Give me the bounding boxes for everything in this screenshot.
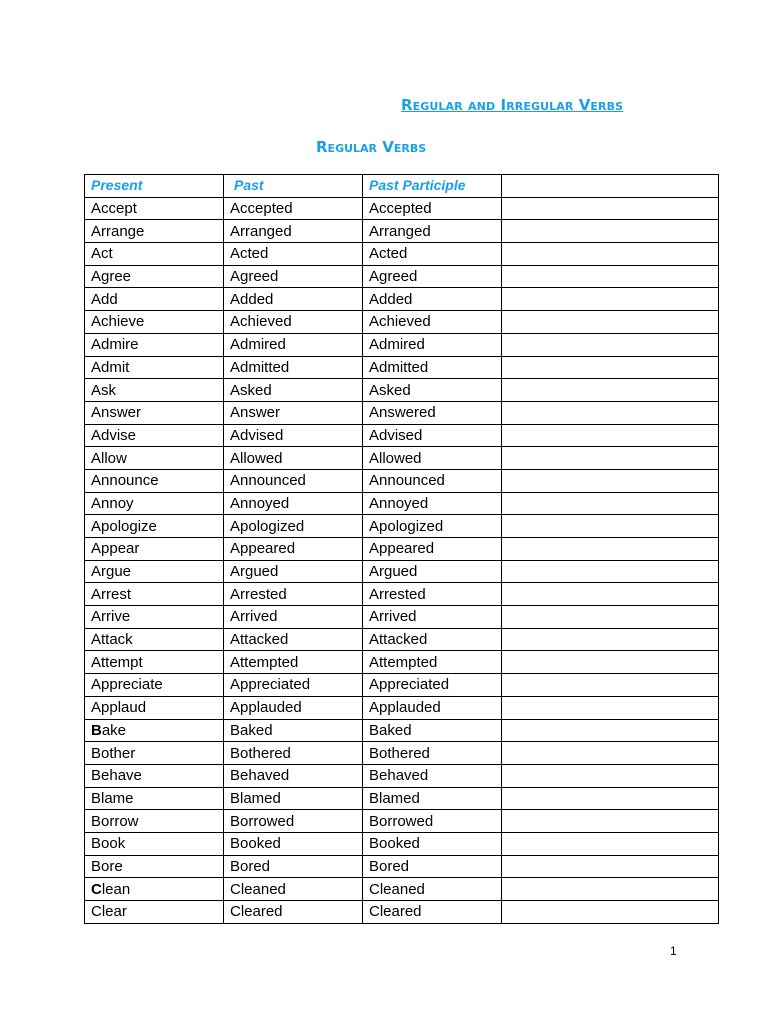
present-cell: Allow bbox=[85, 447, 224, 470]
table-row bbox=[85, 651, 719, 674]
table-row bbox=[85, 901, 719, 924]
past-cell: Arranged bbox=[224, 220, 363, 243]
table-row bbox=[85, 855, 719, 878]
header-past: Past bbox=[224, 175, 363, 198]
present-cell: Book bbox=[85, 832, 224, 855]
past-cell: Appeared bbox=[224, 538, 363, 561]
past-cell: Answer bbox=[224, 401, 363, 424]
notes-cell bbox=[502, 832, 719, 855]
notes-cell bbox=[502, 515, 719, 538]
present-cell bbox=[85, 719, 224, 742]
past-participle-cell: Appeared bbox=[363, 538, 502, 561]
table-row bbox=[85, 288, 719, 311]
notes-cell bbox=[502, 447, 719, 470]
present-cell: Agree bbox=[85, 265, 224, 288]
past-cell: Cleaned bbox=[224, 878, 363, 901]
header-empty bbox=[502, 175, 719, 198]
present-cell: Appreciate bbox=[85, 674, 224, 697]
notes-cell bbox=[502, 265, 719, 288]
notes-cell bbox=[502, 651, 719, 674]
notes-cell bbox=[502, 288, 719, 311]
past-participle-cell: Baked bbox=[363, 719, 502, 742]
notes-cell bbox=[502, 583, 719, 606]
past-participle-cell: Added bbox=[363, 288, 502, 311]
past-cell: Advised bbox=[224, 424, 363, 447]
present-cell: Apologize bbox=[85, 515, 224, 538]
word-rest: lean bbox=[101, 880, 131, 898]
table-row bbox=[85, 401, 719, 424]
table-row bbox=[85, 424, 719, 447]
past-participle-cell: Applauded bbox=[363, 696, 502, 719]
present-cell: Advise bbox=[85, 424, 224, 447]
past-participle-cell: Asked bbox=[363, 379, 502, 402]
past-participle-cell: Accepted bbox=[363, 197, 502, 220]
notes-cell bbox=[502, 901, 719, 924]
past-participle-cell: Attempted bbox=[363, 651, 502, 674]
table-row bbox=[85, 265, 719, 288]
notes-cell bbox=[502, 742, 719, 765]
table-row bbox=[85, 742, 719, 765]
notes-cell bbox=[502, 606, 719, 629]
past-cell: Bored bbox=[224, 855, 363, 878]
present-cell: Arrive bbox=[85, 606, 224, 629]
past-cell: Appreciated bbox=[224, 674, 363, 697]
past-cell: Attempted bbox=[224, 651, 363, 674]
table-row bbox=[85, 447, 719, 470]
notes-cell bbox=[502, 878, 719, 901]
past-cell: Cleared bbox=[224, 901, 363, 924]
past-participle-cell: Announced bbox=[363, 469, 502, 492]
past-cell: Attacked bbox=[224, 628, 363, 651]
notes-cell bbox=[502, 379, 719, 402]
table-header-row bbox=[85, 175, 719, 198]
present-cell: Arrange bbox=[85, 220, 224, 243]
past-participle-cell: Answered bbox=[363, 401, 502, 424]
past-participle-cell: Bored bbox=[363, 855, 502, 878]
past-cell: Blamed bbox=[224, 787, 363, 810]
past-participle-cell: Admired bbox=[363, 333, 502, 356]
notes-cell bbox=[502, 197, 719, 220]
table-row bbox=[85, 333, 719, 356]
notes-cell bbox=[502, 764, 719, 787]
present-cell: Ask bbox=[85, 379, 224, 402]
present-cell: Borrow bbox=[85, 810, 224, 833]
bold-initial: C bbox=[91, 880, 102, 898]
present-cell: Attempt bbox=[85, 651, 224, 674]
table-body bbox=[85, 197, 719, 923]
past-participle-cell: Argued bbox=[363, 560, 502, 583]
notes-cell bbox=[502, 220, 719, 243]
notes-cell bbox=[502, 696, 719, 719]
present-cell: Behave bbox=[85, 764, 224, 787]
past-participle-cell: Annoyed bbox=[363, 492, 502, 515]
past-participle-cell: Advised bbox=[363, 424, 502, 447]
notes-cell bbox=[502, 538, 719, 561]
table-row bbox=[85, 878, 719, 901]
present-cell: Blame bbox=[85, 787, 224, 810]
past-participle-cell: Apologized bbox=[363, 515, 502, 538]
past-cell: Borrowed bbox=[224, 810, 363, 833]
notes-cell bbox=[502, 492, 719, 515]
table-row bbox=[85, 538, 719, 561]
past-cell: Arrived bbox=[224, 606, 363, 629]
table-row bbox=[85, 356, 719, 379]
notes-cell bbox=[502, 560, 719, 583]
past-cell: Apologized bbox=[224, 515, 363, 538]
past-participle-cell: Cleared bbox=[363, 901, 502, 924]
past-participle-cell: Bothered bbox=[363, 742, 502, 765]
table-row bbox=[85, 832, 719, 855]
present-cell: Argue bbox=[85, 560, 224, 583]
table-row bbox=[85, 379, 719, 402]
notes-cell bbox=[502, 401, 719, 424]
notes-cell bbox=[502, 810, 719, 833]
header-past-participle: Past Participle bbox=[363, 175, 502, 198]
past-participle-cell: Arrested bbox=[363, 583, 502, 606]
word-rest: ake bbox=[101, 721, 127, 739]
table-row bbox=[85, 606, 719, 629]
past-cell: Announced bbox=[224, 469, 363, 492]
past-cell: Annoyed bbox=[224, 492, 363, 515]
notes-cell bbox=[502, 243, 719, 266]
table-row bbox=[85, 583, 719, 606]
past-cell: Asked bbox=[224, 379, 363, 402]
table-row bbox=[85, 810, 719, 833]
notes-cell bbox=[502, 674, 719, 697]
table-row bbox=[85, 764, 719, 787]
table-row bbox=[85, 560, 719, 583]
past-participle-cell: Allowed bbox=[363, 447, 502, 470]
document-title: Regular and Irregular Verbs bbox=[401, 96, 624, 114]
notes-cell bbox=[502, 311, 719, 334]
past-cell: Booked bbox=[224, 832, 363, 855]
table-row bbox=[85, 311, 719, 334]
notes-cell bbox=[502, 628, 719, 651]
present-cell: Bother bbox=[85, 742, 224, 765]
past-participle-cell: Attacked bbox=[363, 628, 502, 651]
present-cell: Attack bbox=[85, 628, 224, 651]
past-participle-cell: Arrived bbox=[363, 606, 502, 629]
present-cell: Arrest bbox=[85, 583, 224, 606]
notes-cell bbox=[502, 855, 719, 878]
notes-cell bbox=[502, 787, 719, 810]
present-cell: Annoy bbox=[85, 492, 224, 515]
past-cell: Bothered bbox=[224, 742, 363, 765]
past-cell: Argued bbox=[224, 560, 363, 583]
past-participle-cell: Borrowed bbox=[363, 810, 502, 833]
present-cell: Admire bbox=[85, 333, 224, 356]
present-cell: Act bbox=[85, 243, 224, 266]
past-participle-cell: Admitted bbox=[363, 356, 502, 379]
table-row bbox=[85, 220, 719, 243]
table-row bbox=[85, 243, 719, 266]
past-cell: Agreed bbox=[224, 265, 363, 288]
notes-cell bbox=[502, 333, 719, 356]
past-participle-cell: Appreciated bbox=[363, 674, 502, 697]
table-row bbox=[85, 696, 719, 719]
present-cell: Announce bbox=[85, 469, 224, 492]
past-cell: Admitted bbox=[224, 356, 363, 379]
past-cell: Admired bbox=[224, 333, 363, 356]
past-cell: Achieved bbox=[224, 311, 363, 334]
past-participle-cell: Achieved bbox=[363, 311, 502, 334]
section-title: Regular Verbs bbox=[316, 138, 427, 156]
past-participle-cell: Behaved bbox=[363, 764, 502, 787]
past-cell: Allowed bbox=[224, 447, 363, 470]
past-cell: Applauded bbox=[224, 696, 363, 719]
header-present: Present bbox=[85, 175, 224, 198]
table-row bbox=[85, 197, 719, 220]
past-cell: Accepted bbox=[224, 197, 363, 220]
present-cell bbox=[85, 878, 224, 901]
table-row bbox=[85, 515, 719, 538]
table-row bbox=[85, 492, 719, 515]
present-cell: Applaud bbox=[85, 696, 224, 719]
table-row bbox=[85, 469, 719, 492]
past-participle-cell: Booked bbox=[363, 832, 502, 855]
table-row bbox=[85, 628, 719, 651]
present-cell: Add bbox=[85, 288, 224, 311]
past-participle-cell: Arranged bbox=[363, 220, 502, 243]
present-cell: Achieve bbox=[85, 311, 224, 334]
present-cell: Clear bbox=[85, 901, 224, 924]
past-cell: Added bbox=[224, 288, 363, 311]
bold-initial: B bbox=[91, 721, 102, 739]
notes-cell bbox=[502, 424, 719, 447]
notes-cell bbox=[502, 719, 719, 742]
present-cell: Bore bbox=[85, 855, 224, 878]
past-cell: Behaved bbox=[224, 764, 363, 787]
present-cell: Appear bbox=[85, 538, 224, 561]
past-cell: Acted bbox=[224, 243, 363, 266]
notes-cell bbox=[502, 469, 719, 492]
present-cell: Admit bbox=[85, 356, 224, 379]
past-cell: Arrested bbox=[224, 583, 363, 606]
table-row bbox=[85, 674, 719, 697]
regular-verbs-table bbox=[84, 174, 719, 924]
table-row bbox=[85, 787, 719, 810]
present-cell: Answer bbox=[85, 401, 224, 424]
page-number: 1 bbox=[670, 944, 677, 958]
past-cell: Baked bbox=[224, 719, 363, 742]
present-cell: Accept bbox=[85, 197, 224, 220]
past-participle-cell: Cleaned bbox=[363, 878, 502, 901]
past-participle-cell: Agreed bbox=[363, 265, 502, 288]
notes-cell bbox=[502, 356, 719, 379]
past-participle-cell: Acted bbox=[363, 243, 502, 266]
table-row bbox=[85, 719, 719, 742]
past-participle-cell: Blamed bbox=[363, 787, 502, 810]
